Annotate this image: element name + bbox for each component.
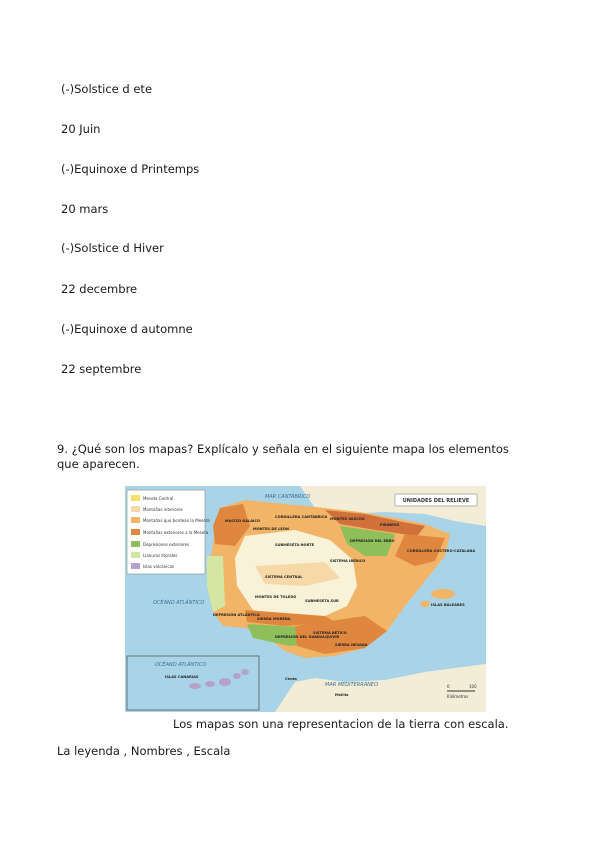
region-label: SISTEMA CENTRAL	[265, 575, 303, 579]
line-4: 20 mars	[61, 202, 109, 216]
region-label: SUBMESETA NORTE	[275, 543, 315, 547]
svg-text:100: 100	[469, 684, 477, 689]
region-label: MONTES DE LEÓN	[253, 527, 289, 531]
region-label: SISTEMA IBÉRICO	[330, 559, 366, 563]
legend-label: Meseta Central	[143, 496, 174, 501]
line-8: 22 septembre	[61, 362, 142, 376]
sea-label: MAR MEDITERRÁNEO	[325, 682, 379, 688]
map-title: UNIDADES DEL RELIEVE	[402, 498, 470, 504]
legend-label: Montañas exteriores a la Meseta	[143, 530, 209, 535]
region-label: DEPRESIÓN DEL GUADALQUIVIR	[275, 635, 340, 639]
region-label: MONTES VASCOS	[330, 517, 365, 521]
svg-text:0: 0	[447, 684, 450, 689]
region-label: MACIZO GALAICO	[225, 519, 261, 523]
region-label: CORDILLERA CANTÁBRICA	[275, 515, 328, 519]
region-label: MONTES DE TOLEDO	[255, 595, 297, 599]
region-label: DEPRESIÓN ATLÁNTICA	[213, 613, 260, 617]
line-7: (-)Equinoxe d automne	[61, 322, 193, 336]
question-text: 9. ¿Qué son los mapas? Explícalo y señala en el siguiente mapa los elementos que aparecen.	[57, 442, 509, 471]
region-label: Ceuta	[285, 677, 297, 681]
region-label: ISLAS BALEARES	[431, 603, 465, 607]
region-label: SUBMESETA SUR	[305, 599, 339, 603]
line-3: (-)Equinoxe d Printemps	[61, 162, 200, 176]
legend-label: Islas volcánicas	[143, 564, 175, 569]
map-caption: Los mapas son una representacion de la tierra con escala.	[173, 717, 509, 731]
line-5: (-)Solstice d Hiver	[61, 241, 164, 255]
legend-label: Llanuras litorales	[143, 553, 178, 558]
sea-label: OCÉANO ATLÁNTICO	[155, 662, 207, 668]
line-6: 22 decembre	[61, 282, 138, 296]
line-2: 20 Juin	[61, 122, 101, 136]
region-label: SISTEMA BÉTICO	[313, 631, 347, 635]
region-label: SIERRA NEVADA	[335, 643, 368, 647]
region-label: CORDILLERA COSTERO-CATALANA	[407, 549, 476, 553]
sea-label: OCÉANO ATLÁNTICO	[153, 600, 205, 606]
sea-label: MAR CANTÁBRICO	[265, 494, 311, 500]
legend-label: Montañas que bordean la Meseta	[143, 518, 210, 523]
line-1: (-)Solstice d ete	[61, 82, 153, 96]
legend-label: Depresiones exteriores	[143, 542, 190, 547]
spain-relief-map	[125, 486, 486, 712]
islas-baleares	[431, 589, 455, 599]
answer-text: La leyenda , Nombres , Escala	[57, 744, 231, 758]
region-label: DEPRESIÓN DEL EBRO	[350, 539, 395, 543]
legend-label: Montañas interiores	[143, 507, 183, 512]
region-label: Melilla	[335, 693, 349, 697]
legend-items	[131, 495, 140, 569]
svg-text:Kilómetros: Kilómetros	[447, 694, 469, 699]
region-label: PIRINEOS	[380, 523, 400, 527]
region-label: ISLAS CANARIAS	[165, 675, 199, 679]
region-label: SIERRA MORENA	[257, 617, 291, 621]
